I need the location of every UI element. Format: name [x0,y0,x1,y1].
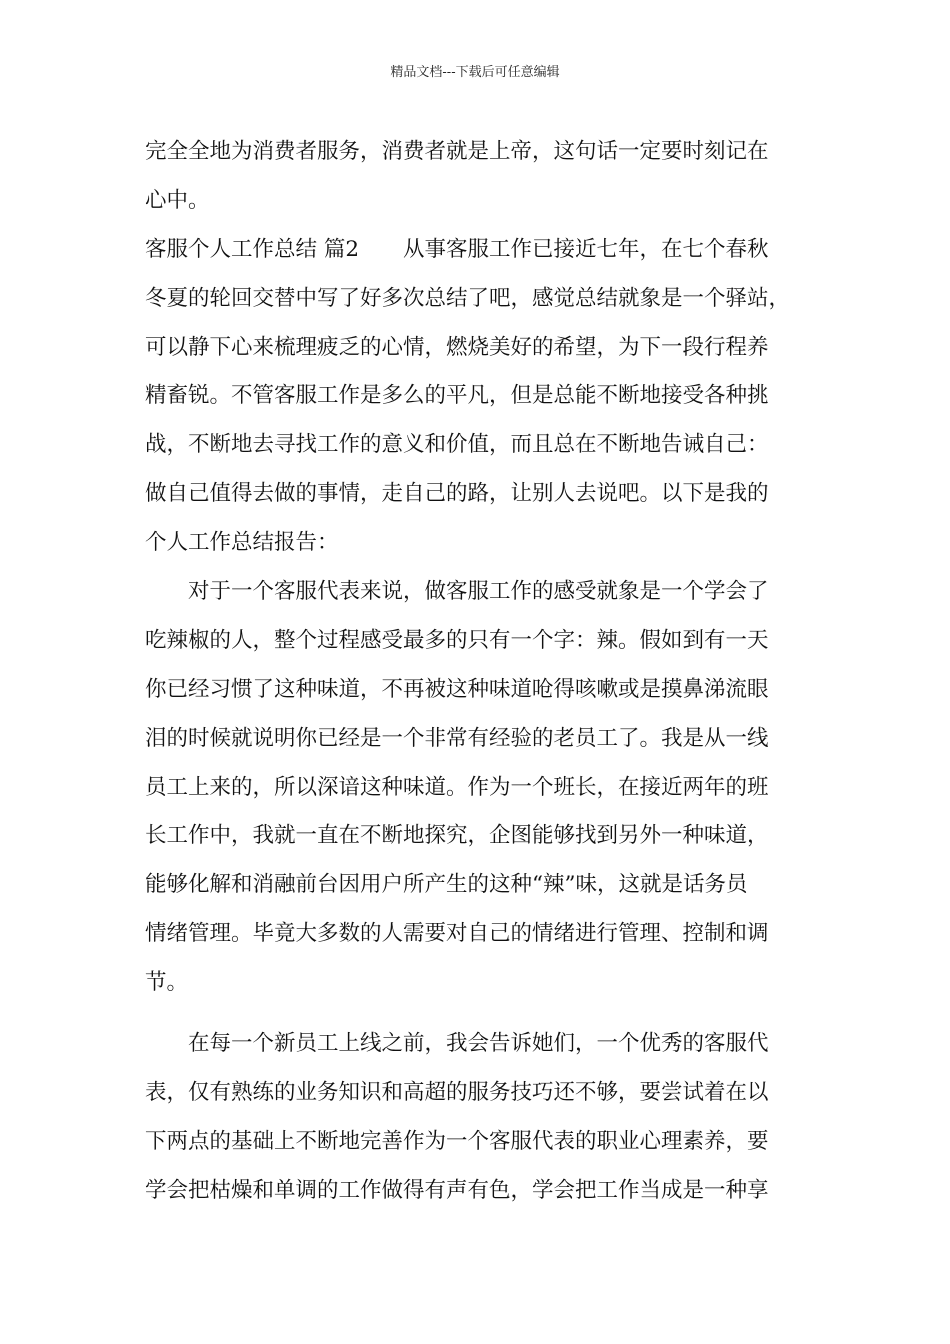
text-fragment: 从事客服工作已接近七年，在七个春秋 [403,236,769,262]
document-body [145,128,810,1216]
text-line: 情绪管理。毕竟大多数的人需要对自己的情绪进行管理、控制和调 [145,921,769,947]
text-line: 做自己值得去做的事情，走自己的路，让别人去说吧。以下是我的 [145,481,769,507]
paragraph-spicy-metaphor [145,568,810,1008]
text-line: 精畜锐。不管客服工作是多么的平凡，但是总能不断地接受各种挑 [145,383,769,409]
text-line: 你已经习惯了这种味道，不再被这种味道呛得咳嗽或是摸鼻涕流眼 [145,676,769,702]
paragraph-new-staff [145,1020,810,1216]
text-line: 战，不断地去寻找工作的意义和价值，而且总在不断地告诫自己： [145,432,769,458]
text-line: 在每一个新员工上线之前，我会告诉她们，一个优秀的客服代 [188,1031,769,1057]
text-line: 员工上来的，所以深谙这种味道。作为一个班长，在接近两年的班 [145,774,769,800]
text-line: 心中。 [145,187,210,213]
text-line: 对于一个客服代表来说，做客服工作的感受就象是一个学会了 [188,579,769,605]
text-line: 吃辣椒的人，整个过程感受最多的只有一个字：辣。假如到有一天 [145,627,769,653]
text-line: 可以静下心来梳理疲乏的心情，燃烧美好的希望，为下一段行程养 [145,334,769,360]
paragraph-gap [145,1008,810,1020]
text-line: 节。 [145,970,189,996]
text-line: 个人工作总结报告： [145,530,339,556]
text-line: 表，仅有熟练的业务知识和高超的服务技巧还不够，要尝试着在以 [145,1079,769,1105]
text-line: 能够化解和消融前台因用户所产生的这种“辣”味，这就是话务员 [145,872,748,898]
section-heading: 客服个人工作总结 篇2 [145,236,360,262]
text-line: 冬夏的轮回交替中写了好多次总结了吧，感觉总结就象是一个驿站， [145,285,791,311]
text-line: 学会把枯燥和单调的工作做得有声有色，学会把工作当成是一种享 [145,1177,769,1203]
text-line: 下两点的基础上不断地完善作为一个客服代表的职业心理素养，要 [145,1128,769,1154]
text-line: 长工作中，我就一直在不断地探究，企图能够找到另外一种味道， [145,823,769,849]
paragraph-continuation [145,128,810,226]
text-line: 泪的时候就说明你已经是一个非常有经验的老员工了。我是从一线 [145,725,769,751]
paragraph-intro [145,226,810,568]
page-header: 精品文档---下载后可任意编辑 [390,65,560,80]
text-line: 完全全地为消费者服务，消费者就是上帝，这句话一定要时刻记在 [145,139,769,164]
text-line [145,226,810,275]
